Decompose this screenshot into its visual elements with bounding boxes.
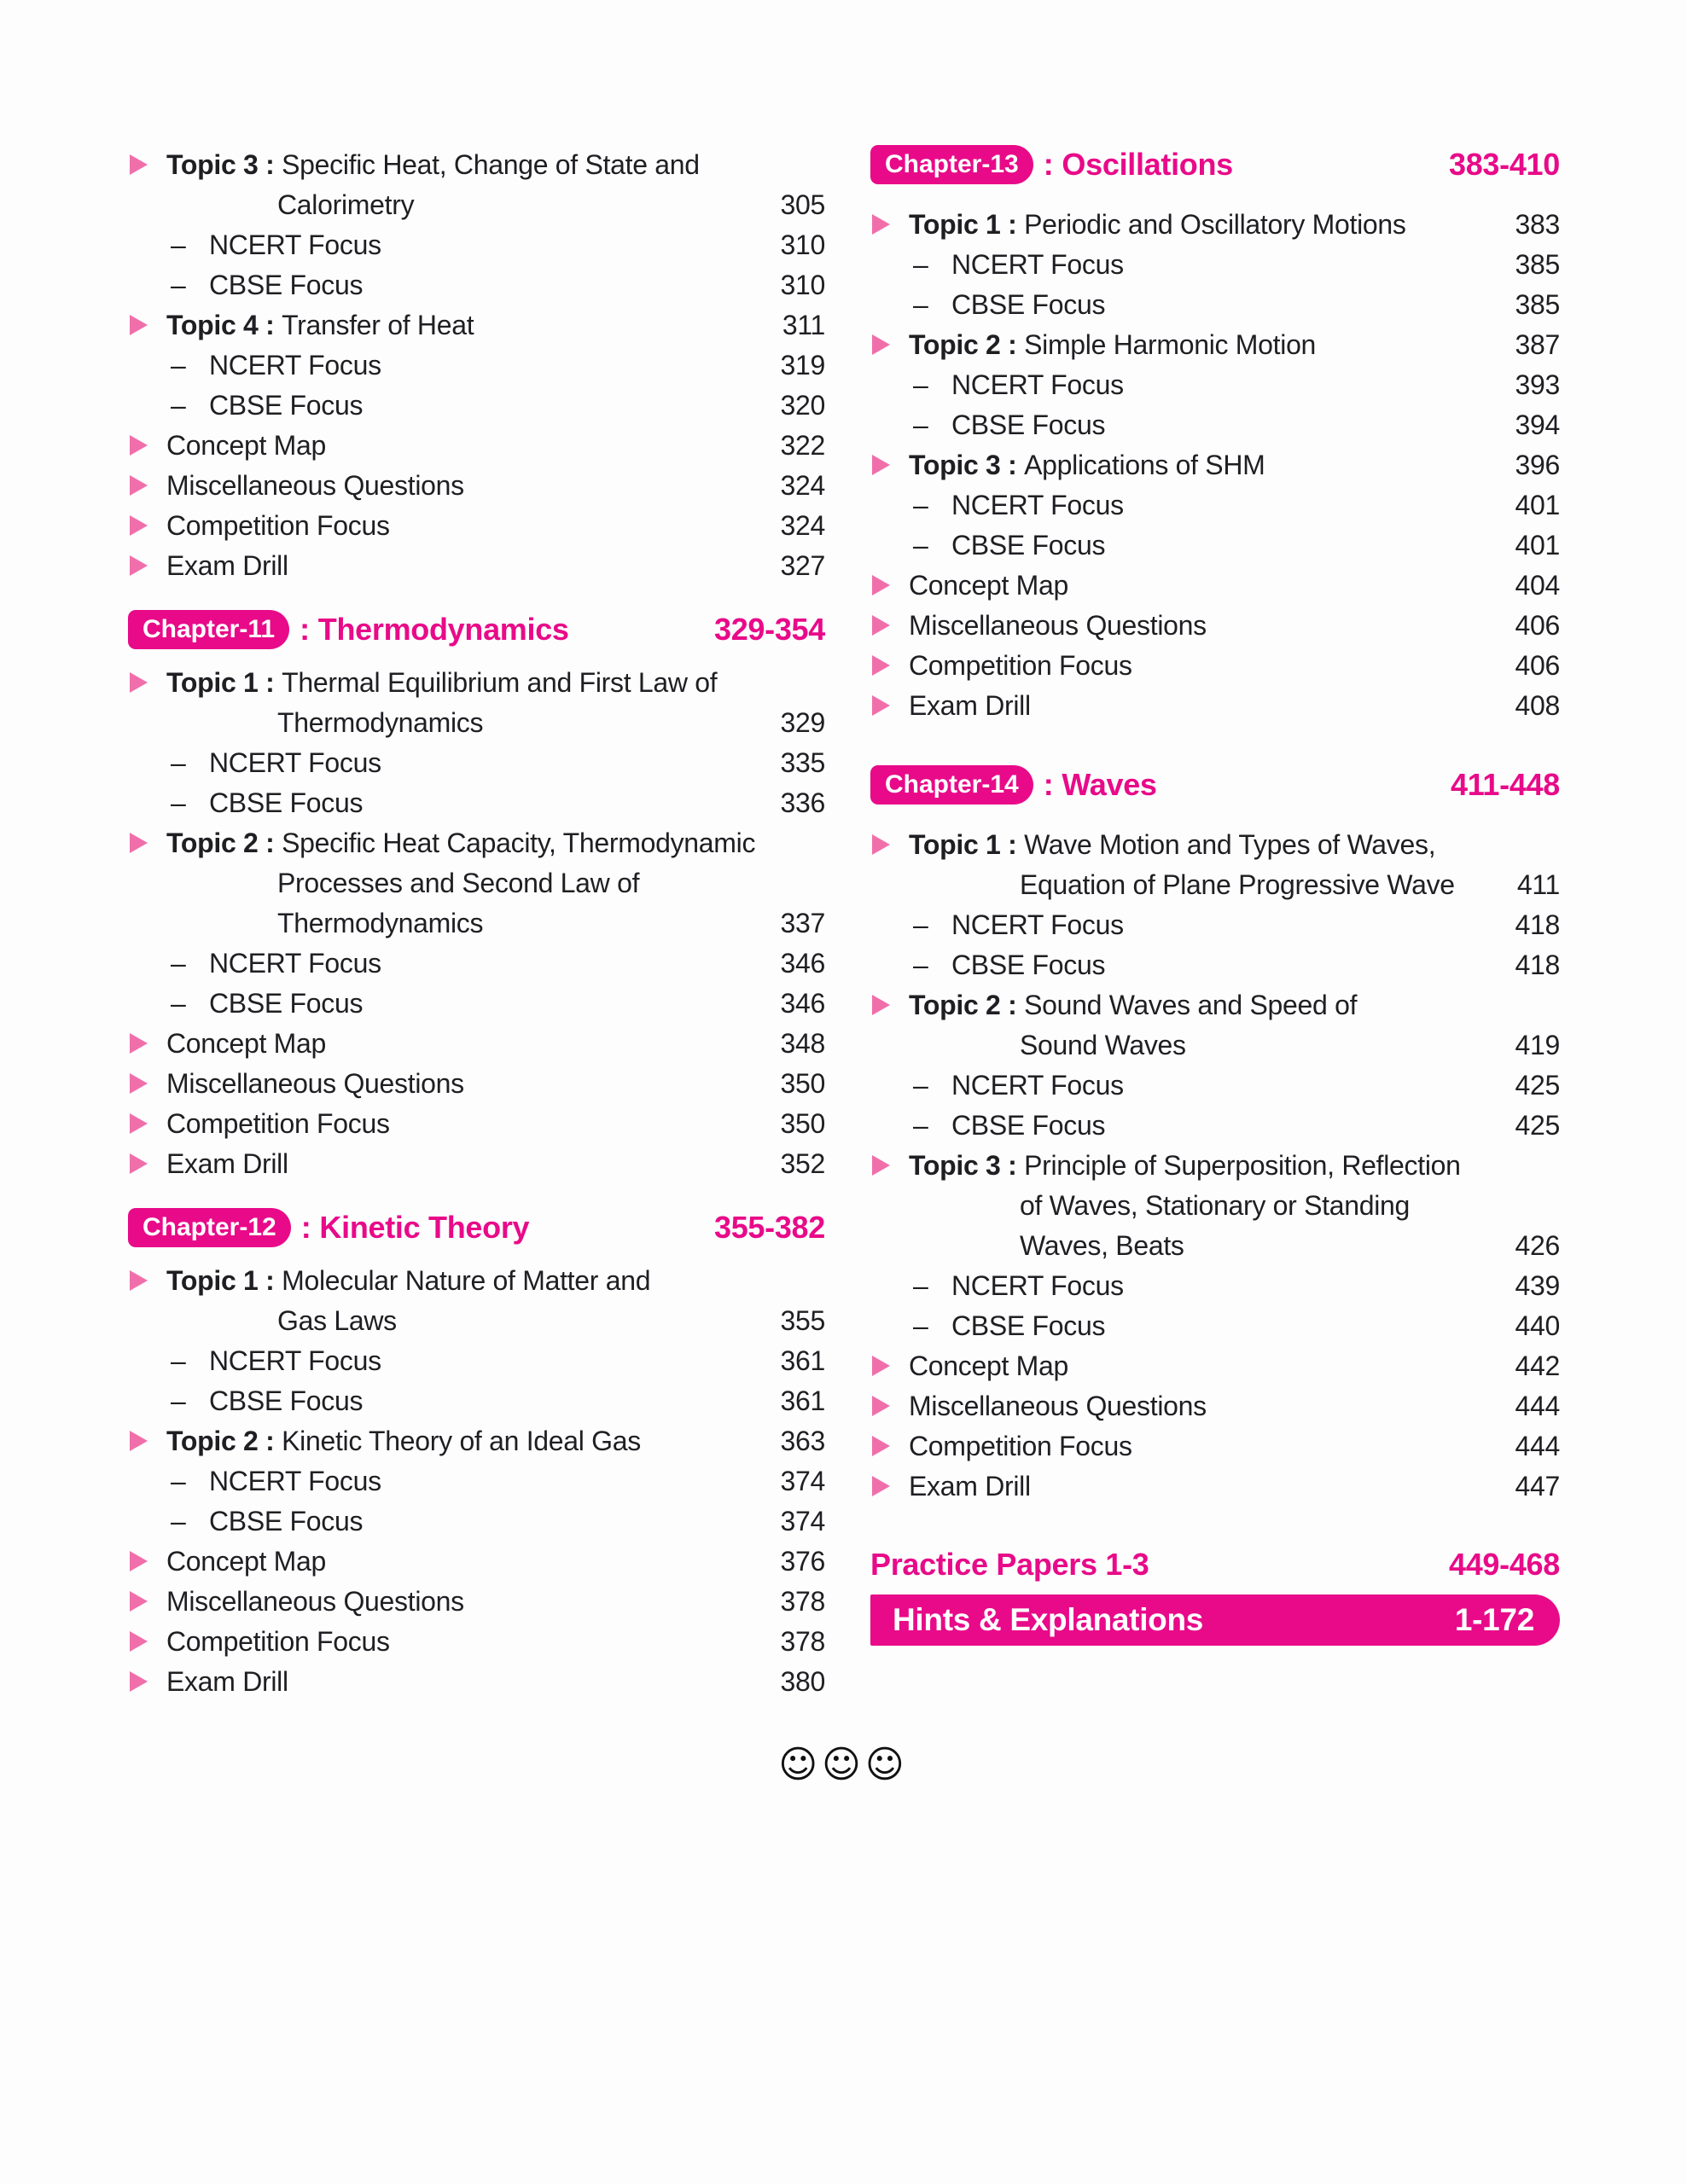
page-number: 378 [780, 1626, 825, 1657]
topic-label: Topic 2 : [166, 828, 282, 858]
page-number: 310 [780, 270, 825, 300]
dash-icon: – [171, 270, 186, 300]
page-number: 361 [780, 1385, 825, 1416]
topic-text: Sound Waves [1020, 1030, 1186, 1060]
topic-text: Kinetic Theory of an Ideal Gas [282, 1426, 641, 1456]
chapter-header [870, 765, 1560, 804]
page-number: 419 [1515, 1030, 1560, 1060]
topic-text: Calorimetry [277, 189, 415, 220]
page-number: 426 [1515, 1230, 1560, 1261]
dash-icon: – [171, 390, 186, 421]
dash-icon: – [171, 948, 186, 979]
page-number: 327 [780, 550, 825, 581]
topic-label: Topic 4 : [166, 310, 282, 340]
toc-line [870, 1186, 1560, 1226]
topic-bullet-icon [872, 214, 890, 235]
page-number: 447 [1515, 1471, 1560, 1502]
topic-bullet-icon [872, 1476, 890, 1496]
page-number: 374 [780, 1506, 825, 1536]
toc-line [128, 426, 825, 466]
page-number: 350 [780, 1108, 825, 1139]
topic-label: Topic 2 : [909, 990, 1025, 1020]
page-number: 401 [1515, 490, 1560, 520]
topic-label: Topic 1 : [166, 1265, 282, 1296]
page-number: 336 [780, 787, 825, 818]
page-number: 329 [780, 707, 825, 738]
topic-bullet-icon [130, 315, 148, 335]
page-number: 322 [780, 430, 825, 461]
page-number: 418 [1515, 950, 1560, 980]
topic-label: Topic 3 : [909, 450, 1025, 480]
topic-bullet-icon [130, 672, 148, 693]
entry-label: CBSE Focus [209, 270, 364, 300]
topic-bullet-icon [130, 1270, 148, 1291]
toc-line [128, 1104, 825, 1144]
topic-text: Simple Harmonic Motion [1024, 329, 1317, 360]
dash-icon: – [171, 1506, 186, 1536]
topic-text: Processes and Second Law of [277, 868, 640, 898]
toc-line [128, 1461, 825, 1502]
page-number: 425 [1515, 1070, 1560, 1101]
page-number: 394 [1515, 410, 1560, 440]
dash-icon: – [913, 1270, 928, 1301]
entry-label: CBSE Focus [209, 1385, 364, 1416]
toc-line [870, 1226, 1560, 1266]
toc-line [870, 1106, 1560, 1146]
toc-line [128, 1582, 825, 1622]
page-number: 380 [780, 1666, 825, 1697]
chapter-header [128, 1208, 825, 1247]
entry-label: Competition Focus [909, 1431, 1132, 1461]
toc-line [870, 1426, 1560, 1467]
toc-line [870, 1266, 1560, 1306]
dash-icon: – [913, 490, 928, 520]
toc-line [128, 863, 825, 903]
page-number: 355 [780, 1305, 825, 1336]
entry-label: NCERT Focus [209, 1345, 381, 1376]
topic-bullet-icon [872, 1356, 890, 1376]
topic-bullet-icon [130, 154, 148, 175]
topic-label: Topic 3 : [909, 1150, 1025, 1181]
toc-line [870, 365, 1560, 405]
page-number: 374 [780, 1466, 825, 1496]
entry-label: Exam Drill [166, 550, 288, 581]
entry-label: NCERT Focus [209, 350, 381, 380]
entry-label: CBSE Focus [951, 950, 1106, 980]
topic-text: Sound Waves and Speed of [1024, 990, 1358, 1020]
page-number: 401 [1515, 530, 1560, 561]
page-number: 385 [1515, 249, 1560, 280]
toc-line [128, 1064, 825, 1104]
entry-label: Concept Map [166, 1028, 327, 1059]
entry-label: Competition Focus [166, 1626, 390, 1657]
chapter-badge: Chapter-14 [870, 765, 1033, 804]
topic-bullet-icon [130, 1033, 148, 1054]
entry-label: NCERT Focus [951, 909, 1124, 940]
toc-line [128, 903, 825, 944]
dash-icon: – [913, 909, 928, 940]
topic-text: Thermodynamics [277, 707, 484, 738]
toc-line [870, 985, 1560, 1025]
toc-line [128, 185, 825, 225]
page-number: 385 [1515, 289, 1560, 320]
toc-line [128, 984, 825, 1024]
toc-line [870, 1346, 1560, 1386]
toc-line [870, 245, 1560, 285]
topic-bullet-icon [872, 455, 890, 475]
topic-bullet-icon [872, 1155, 890, 1176]
chapter-header [128, 610, 825, 649]
toc-line [128, 305, 825, 346]
chapter-title: Oscillations [1062, 147, 1233, 182]
chapter-separator: : [1043, 147, 1054, 182]
entry-label: CBSE Focus [951, 1310, 1106, 1341]
entry-label: CBSE Focus [951, 289, 1106, 320]
page-number: 324 [780, 470, 825, 501]
page-number: 350 [780, 1068, 825, 1099]
dash-icon: – [171, 1466, 186, 1496]
chapter-header [870, 145, 1560, 184]
dash-icon: – [171, 1345, 186, 1376]
chapter-page-range: 383-410 [1448, 147, 1560, 182]
dash-icon: – [913, 1070, 928, 1101]
column-left [128, 145, 825, 1702]
topic-bullet-icon [872, 995, 890, 1015]
page-number: 396 [1515, 450, 1560, 480]
dash-icon: – [171, 229, 186, 260]
topic-bullet-icon [130, 435, 148, 456]
toc-line [870, 405, 1560, 445]
dash-icon: – [913, 249, 928, 280]
toc-line [870, 825, 1560, 865]
topic-label: Topic 1 : [909, 209, 1025, 240]
topic-bullet-icon [130, 833, 148, 853]
toc-line [128, 265, 825, 305]
toc-line [128, 506, 825, 546]
dash-icon: – [913, 289, 928, 320]
page-number: 406 [1515, 610, 1560, 641]
toc-line [870, 865, 1560, 905]
topic-text: Specific Heat Capacity, Thermodynamic [282, 828, 756, 858]
topic-bullet-icon [130, 1671, 148, 1692]
entry-label: CBSE Focus [209, 390, 364, 421]
topic-label: Topic 2 : [166, 1426, 282, 1456]
dash-icon: – [171, 747, 186, 778]
toc-line [128, 466, 825, 506]
topic-text: Wave Motion and Types of Waves, [1024, 829, 1436, 860]
toc-line [870, 905, 1560, 945]
topic-text: Thermal Equilibrium and First Law of [282, 667, 718, 698]
chapter-page-range: 329-354 [713, 612, 825, 647]
topic-bullet-icon [130, 1431, 148, 1451]
entry-label: Exam Drill [909, 1471, 1031, 1502]
toc-line [870, 1386, 1560, 1426]
page-number: 442 [1515, 1350, 1560, 1381]
entry-label: Exam Drill [166, 1148, 288, 1179]
topic-text: Molecular Nature of Matter and [282, 1265, 651, 1296]
topic-bullet-icon [872, 1396, 890, 1416]
chapter-title: Kinetic Theory [319, 1210, 530, 1245]
topic-text: Periodic and Oscillatory Motions [1024, 209, 1406, 240]
topic-bullet-icon [130, 555, 148, 576]
chapter-title: Waves [1062, 767, 1157, 802]
page-number: 361 [780, 1345, 825, 1376]
entry-label: CBSE Focus [209, 988, 364, 1019]
dash-icon: – [913, 530, 928, 561]
toc-line [128, 1301, 825, 1341]
topic-label: Topic 3 : [166, 149, 282, 180]
dash-icon: – [913, 950, 928, 980]
entry-label: Concept Map [166, 430, 327, 461]
entry-label: CBSE Focus [951, 530, 1106, 561]
entry-label: CBSE Focus [209, 787, 364, 818]
page-number: 305 [780, 189, 825, 220]
toc-line [128, 703, 825, 743]
page-number: 335 [780, 747, 825, 778]
topic-bullet-icon [872, 575, 890, 595]
page-number: 311 [782, 310, 825, 340]
topic-bullet-icon [130, 1073, 148, 1094]
topic-bullet-icon [872, 834, 890, 855]
topic-bullet-icon [872, 695, 890, 716]
practice-papers-page-range: 449-468 [1448, 1547, 1560, 1582]
page-number: 411 [1516, 869, 1560, 900]
entry-label: NCERT Focus [951, 249, 1124, 280]
page-number: 440 [1515, 1310, 1560, 1341]
toc-line [870, 526, 1560, 566]
toc-line [870, 285, 1560, 325]
topic-bullet-icon [130, 1153, 148, 1174]
topic-bullet-icon [130, 1113, 148, 1134]
toc-line [870, 205, 1560, 245]
page-number: 346 [780, 988, 825, 1019]
chapter-title: Thermodynamics [317, 612, 569, 647]
page-number: 418 [1515, 909, 1560, 940]
toc-line [870, 606, 1560, 646]
toc-line [870, 1467, 1560, 1507]
entry-label: CBSE Focus [951, 410, 1106, 440]
entry-label: Competition Focus [909, 650, 1132, 681]
toc-line [128, 386, 825, 426]
chapter-badge: Chapter-12 [128, 1208, 291, 1247]
topic-bullet-icon [130, 515, 148, 536]
topic-text: Gas Laws [277, 1305, 397, 1336]
toc-line [128, 783, 825, 823]
entry-label: Miscellaneous Questions [909, 610, 1207, 641]
toc-line [128, 1502, 825, 1542]
page-number: 348 [780, 1028, 825, 1059]
page-number: 352 [780, 1148, 825, 1179]
topic-bullet-icon [130, 1551, 148, 1571]
toc-line [128, 944, 825, 984]
chapter-page-range: 355-382 [713, 1210, 825, 1245]
topic-text: of Waves, Stationary or Standing [1020, 1190, 1411, 1221]
page-number: 444 [1515, 1391, 1560, 1421]
toc-line [128, 823, 825, 863]
chapter-separator: : [1043, 767, 1054, 802]
page-number: 363 [780, 1426, 825, 1456]
entry-label: NCERT Focus [209, 747, 381, 778]
entry-label: NCERT Focus [209, 229, 381, 260]
toc-line [870, 686, 1560, 726]
practice-papers-row [870, 1544, 1560, 1584]
page-number: 337 [780, 908, 825, 938]
toc-line [870, 1066, 1560, 1106]
topic-text: Transfer of Heat [282, 310, 474, 340]
toc-line [128, 346, 825, 386]
page-number: 404 [1515, 570, 1560, 601]
entry-label: CBSE Focus [951, 1110, 1106, 1141]
entry-label: Exam Drill [166, 1666, 288, 1697]
toc-line [870, 1306, 1560, 1346]
hints-banner-page-range: 1-172 [1454, 1602, 1534, 1637]
page-number: 376 [780, 1546, 825, 1577]
entry-label: Miscellaneous Questions [166, 1068, 464, 1099]
topic-text: Equation of Plane Progressive Wave [1020, 869, 1455, 900]
page-number: 408 [1515, 690, 1560, 721]
entry-label: NCERT Focus [951, 369, 1124, 400]
toc-line [870, 566, 1560, 606]
entry-label: NCERT Focus [951, 1070, 1124, 1101]
toc-line [128, 1341, 825, 1381]
topic-bullet-icon [872, 334, 890, 355]
entry-label: NCERT Focus [209, 1466, 381, 1496]
topic-bullet-icon [130, 475, 148, 496]
topic-text: Thermodynamics [277, 908, 484, 938]
page-number: 425 [1515, 1110, 1560, 1141]
page-number: 320 [780, 390, 825, 421]
dash-icon: – [913, 1310, 928, 1341]
toc-line [128, 546, 825, 586]
toc-line [128, 1144, 825, 1184]
topic-label: Topic 2 : [909, 329, 1025, 360]
toc-line [128, 1542, 825, 1582]
topic-bullet-icon [130, 1631, 148, 1652]
entry-label: Miscellaneous Questions [166, 470, 464, 501]
hints-banner [870, 1594, 1560, 1646]
dash-icon: – [913, 369, 928, 400]
toc-line [128, 1622, 825, 1662]
page-number: 387 [1515, 329, 1560, 360]
topic-bullet-icon [872, 615, 890, 636]
dash-icon: – [171, 988, 186, 1019]
hints-banner-label: Hints & Explanations [893, 1602, 1204, 1637]
topic-text: Principle of Superposition, Reflection [1024, 1150, 1461, 1181]
entry-label: Competition Focus [166, 1108, 390, 1139]
toc-line [870, 646, 1560, 686]
entry-label: NCERT Focus [209, 948, 381, 979]
entry-label: Miscellaneous Questions [909, 1391, 1207, 1421]
chapter-page-range: 411-448 [1450, 767, 1560, 802]
toc-line [128, 1421, 825, 1461]
entry-label: Competition Focus [166, 510, 390, 541]
page-number: 319 [780, 350, 825, 380]
toc-line [870, 325, 1560, 365]
topic-bullet-icon [872, 655, 890, 676]
page-number: 444 [1515, 1431, 1560, 1461]
page-number: 439 [1515, 1270, 1560, 1301]
entry-label: Concept Map [909, 570, 1069, 601]
entry-label: Concept Map [909, 1350, 1069, 1381]
topic-label: Topic 1 : [909, 829, 1025, 860]
page-number: 346 [780, 948, 825, 979]
topic-text: Waves, Beats [1020, 1230, 1184, 1261]
toc-line [870, 485, 1560, 526]
toc-line [128, 1381, 825, 1421]
chapter-badge: Chapter-11 [128, 610, 289, 649]
toc-line [870, 945, 1560, 985]
toc-line [128, 145, 825, 185]
column-right [870, 145, 1560, 1702]
dash-icon: – [171, 1385, 186, 1416]
toc-line [128, 1261, 825, 1301]
toc-line [870, 445, 1560, 485]
toc-line [128, 743, 825, 783]
entry-label: NCERT Focus [951, 490, 1124, 520]
smiley-icons: ☺☺☺ [778, 1743, 909, 1786]
page-number: 378 [780, 1586, 825, 1617]
topic-text: Applications of SHM [1024, 450, 1265, 480]
chapter-separator: : [300, 1210, 311, 1245]
topic-text: Specific Heat, Change of State and [282, 149, 700, 180]
toc-line [870, 1146, 1560, 1186]
toc-line [128, 1662, 825, 1702]
entry-label: Concept Map [166, 1546, 327, 1577]
entry-label: Miscellaneous Questions [166, 1586, 464, 1617]
topic-bullet-icon [130, 1591, 148, 1612]
chapter-badge: Chapter-13 [870, 145, 1033, 184]
toc-line [128, 663, 825, 703]
entry-label: CBSE Focus [209, 1506, 364, 1536]
dash-icon: – [171, 350, 186, 380]
toc-line [128, 1024, 825, 1064]
page-number: 310 [780, 229, 825, 260]
topic-bullet-icon [872, 1436, 890, 1456]
dash-icon: – [913, 410, 928, 440]
dash-icon: – [913, 1110, 928, 1141]
page-number: 383 [1515, 209, 1560, 240]
topic-label: Topic 1 : [166, 667, 282, 698]
toc-line [870, 1025, 1560, 1066]
toc-line [128, 225, 825, 265]
dash-icon: – [171, 787, 186, 818]
practice-papers-label: Practice Papers 1-3 [870, 1547, 1149, 1582]
page-number: 393 [1515, 369, 1560, 400]
entry-label: NCERT Focus [951, 1270, 1124, 1301]
page-number: 324 [780, 510, 825, 541]
chapter-separator: : [300, 612, 310, 647]
entry-label: Exam Drill [909, 690, 1031, 721]
page-number: 406 [1515, 650, 1560, 681]
